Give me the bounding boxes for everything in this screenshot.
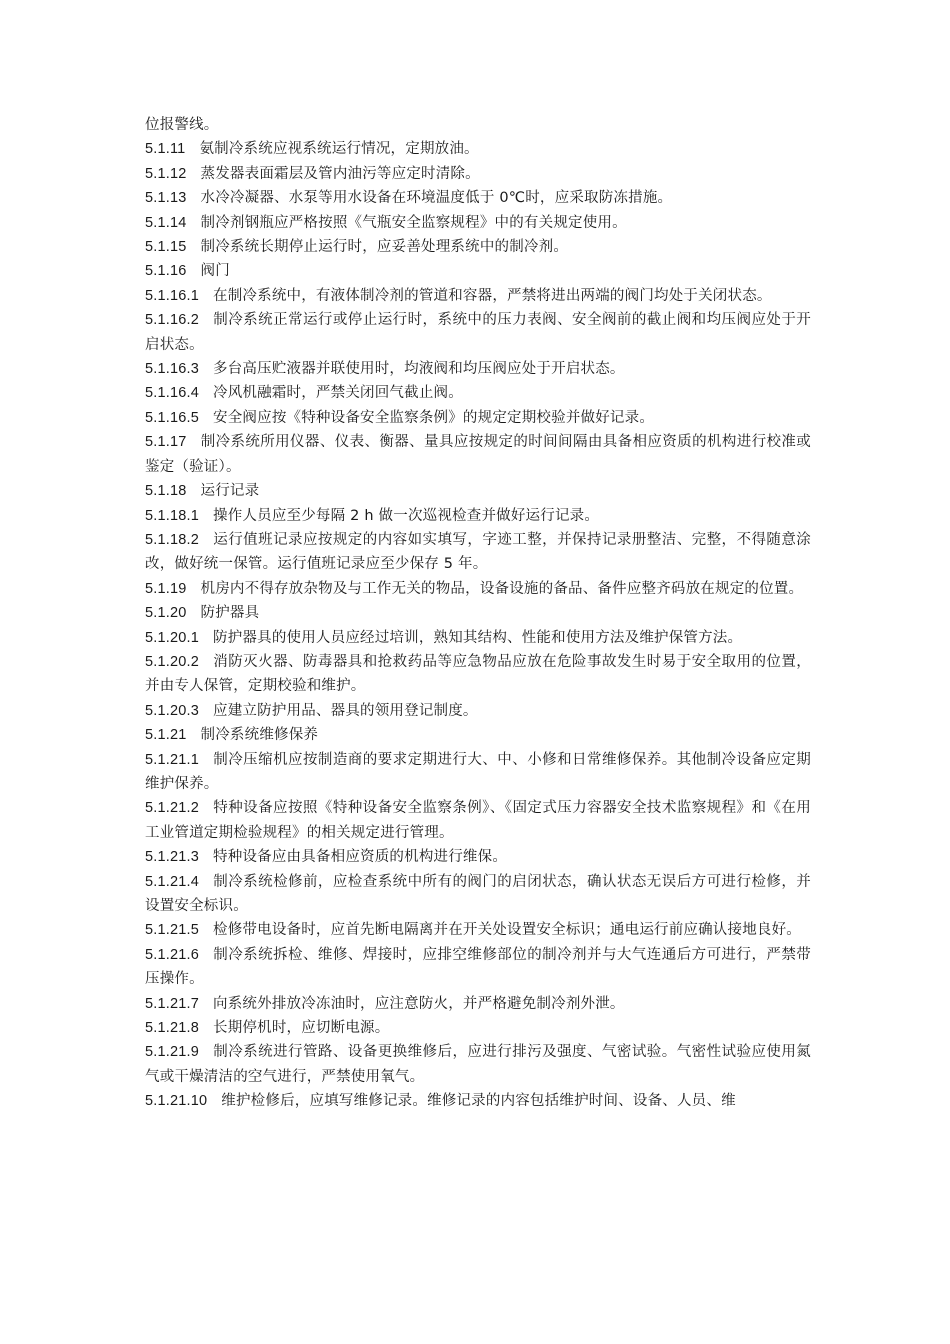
clause-paragraph [145, 699, 811, 723]
document-body [145, 113, 811, 1114]
clause-paragraph [145, 870, 811, 919]
clause-paragraph [145, 406, 811, 430]
clause-number: 5.1.17 [145, 434, 187, 451]
clause-number: 5.1.16 [145, 263, 187, 280]
clause-number: 5.1.21.6 [145, 946, 200, 963]
clause-number: 5.1.12 [145, 165, 187, 182]
clause-number: 5.1.20.1 [145, 629, 200, 646]
clause-paragraph [145, 430, 811, 479]
clause-number: 5.1.20 [145, 605, 187, 622]
clause-text: 制冷系统维修保养 [200, 727, 319, 744]
clause-text: 消防灭火器、防毒器具和抢救药品等应急物品应放在危险事故发生时易于安全取用的位置，并由专人保管，定期校验和维护。 [145, 653, 811, 695]
clause-text: 制冷剂钢瓶应严格按照《气瓶安全监察规程》中的有关规定使用。 [200, 214, 627, 231]
clause-paragraph [145, 113, 811, 137]
clause-number: 5.1.16.2 [145, 312, 200, 329]
clause-paragraph [145, 162, 811, 186]
clause-text: 运行值班记录应按规定的内容如实填写，字迹工整，并保持记录册整洁、完整，不得随意涂改，做好统一保管。运行值班记录应至少保存 5 年。 [145, 531, 811, 573]
clause-number: 5.1.16.3 [145, 361, 200, 378]
clause-paragraph [145, 137, 811, 161]
clause-text: 制冷压缩机应按制造商的要求定期进行大、中、小修和日常维修保养。其他制冷设备应定期维护保养。 [145, 751, 811, 792]
clause-text: 制冷系统正常运行或停止运行时，系统中的压力表阀、安全阀前的截止阀和均压阀应处于开启状态。 [145, 312, 811, 353]
clause-number: 5.1.21.2 [145, 800, 200, 817]
clause-text: 检修带电设备时，应首先断电隔离并在开关处设置安全标识；通电运行前应确认接地良好。 [213, 922, 802, 939]
clause-text: 蒸发器表面霜层及管内油污等应定时清除。 [200, 165, 480, 182]
clause-text: 运行记录 [200, 483, 260, 500]
clause-number: 5.1.14 [145, 214, 187, 231]
clause-text: 多台高压贮液器并联使用时，均液阀和均压阀应处于开启状态。 [213, 361, 625, 378]
clause-paragraph [145, 845, 811, 869]
clause-number: 5.1.18.1 [145, 507, 200, 524]
clause-number: 5.1.13 [145, 190, 187, 207]
clause-text: 长期停机时，应切断电源。 [213, 1020, 390, 1037]
clause-text: 位报警线。 [145, 117, 219, 133]
clause-paragraph [145, 1089, 811, 1113]
clause-number: 5.1.16.1 [145, 287, 200, 304]
clause-text: 制冷系统所用仪器、仪表、衡器、量具应按规定的时间间隔由具备相应资质的机构进行校准或鉴定（验证）。 [145, 434, 811, 475]
clause-paragraph [145, 748, 811, 797]
clause-number: 5.1.15 [145, 239, 187, 256]
clause-number: 5.1.18.2 [145, 531, 200, 548]
clause-text: 应建立防护用品、器具的领用登记制度。 [213, 702, 478, 719]
clause-number: 5.1.21.10 [145, 1093, 208, 1110]
clause-paragraph [145, 1016, 811, 1040]
clause-paragraph [145, 796, 811, 845]
clause-paragraph [145, 479, 811, 503]
clause-paragraph [145, 918, 811, 942]
clause-paragraph [145, 211, 811, 235]
clause-paragraph [145, 650, 811, 699]
clause-text: 防护器具 [200, 605, 260, 622]
clause-number: 5.1.21.9 [145, 1044, 200, 1061]
clause-paragraph [145, 626, 811, 650]
clause-number: 5.1.18 [145, 483, 187, 500]
clause-text: 特种设备应由具备相应资质的机构进行维保。 [213, 849, 508, 866]
clause-paragraph [145, 357, 811, 381]
clause-paragraph [145, 235, 811, 259]
clause-text: 机房内不得存放杂物及与工作无关的物品，设备设施的备品、备件应整齐码放在规定的位置。 [200, 580, 804, 597]
clause-paragraph [145, 601, 811, 625]
clause-paragraph [145, 259, 811, 283]
clause-number: 5.1.21.5 [145, 922, 200, 939]
clause-number: 5.1.21.3 [145, 849, 200, 866]
clause-number: 5.1.16.5 [145, 409, 200, 426]
clause-text: 安全阀应按《特种设备安全监察条例》的规定定期校验并做好记录。 [213, 409, 655, 426]
clause-text: 冷风机融霜时，严禁关闭回气截止阀。 [213, 385, 463, 402]
clause-number: 5.1.21.8 [145, 1020, 200, 1037]
clause-number: 5.1.21 [145, 727, 187, 744]
clause-paragraph [145, 723, 811, 747]
clause-text: 防护器具的使用人员应经过培训，熟知其结构、性能和使用方法及维护保管方法。 [213, 629, 743, 646]
clause-text: 操作人员应至少每隔 2 h 做一次巡视检查并做好运行记录。 [213, 507, 600, 524]
clause-number: 5.1.11 [145, 141, 186, 158]
clause-text: 维护检修后，应填写维修记录。维修记录的内容包括维护时间、设备、人员、维 [221, 1093, 736, 1110]
clause-paragraph [145, 504, 811, 528]
clause-number: 5.1.19 [145, 580, 187, 597]
clause-text: 在制冷系统中，有液体制冷剂的管道和容器，严禁将进出两端的阀门均处于关闭状态。 [213, 287, 772, 304]
clause-number: 5.1.20.3 [145, 702, 200, 719]
clause-paragraph [145, 992, 811, 1016]
clause-number: 5.1.16.4 [145, 385, 200, 402]
clause-paragraph [145, 1040, 811, 1089]
clause-paragraph [145, 284, 811, 308]
clause-paragraph [145, 308, 811, 357]
clause-number: 5.1.21.7 [145, 995, 200, 1012]
clause-paragraph [145, 381, 811, 405]
clause-text: 制冷系统长期停止运行时，应妥善处理系统中的制冷剂。 [200, 239, 569, 256]
clause-text: 制冷系统拆检、维修、焊接时，应排空维修部位的制冷剂并与大气连通后方可进行，严禁带压操作。 [145, 946, 811, 988]
clause-text: 制冷系统检修前，应检查系统中所有的阀门的启闭状态，确认状态无误后方可进行检修，并设置安全标识。 [145, 873, 811, 914]
clause-text: 制冷系统进行管路、设备更换维修后，应进行排污及强度、气密试验。气密性试验应使用氮气或干燥清洁的空气进行，严禁使用氧气。 [145, 1044, 811, 1085]
clause-number: 5.1.21.1 [145, 751, 200, 768]
clause-paragraph [145, 186, 811, 210]
clause-number: 5.1.20.2 [145, 653, 200, 670]
clause-text: 水冷冷凝器、水泵等用水设备在环境温度低于 0℃时，应采取防冻措施。 [200, 190, 673, 207]
clause-text: 特种设备应按照《特种设备安全监察条例》、《固定式压力容器安全技术监察规程》和《在用工业管道定期检验规程》的相关规定进行管理。 [145, 800, 811, 841]
clause-number: 5.1.21.4 [145, 873, 200, 890]
clause-paragraph [145, 577, 811, 601]
clause-text: 阀门 [200, 263, 230, 280]
clause-text: 氨制冷系统应视系统运行情况，定期放油。 [199, 141, 479, 158]
clause-paragraph [145, 528, 811, 577]
clause-paragraph [145, 943, 811, 992]
clause-text: 向系统外排放冷冻油时，应注意防火，并严格避免制冷剂外泄。 [213, 995, 625, 1012]
